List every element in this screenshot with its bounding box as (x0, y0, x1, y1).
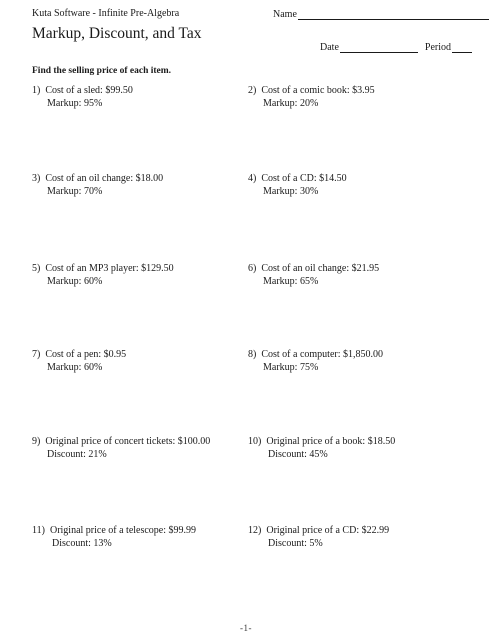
problem-item: Cost of a sled: $99.50 (45, 85, 133, 96)
problem-detail: Discount: 13% (52, 538, 112, 549)
period-label: Period (424, 42, 451, 53)
problem-10 (248, 435, 395, 461)
problem-11 (32, 524, 196, 550)
name-field[interactable] (273, 8, 489, 20)
name-blank-line[interactable] (298, 8, 489, 20)
problem-detail: Markup: 75% (263, 362, 319, 373)
problem-item: Original price of concert tickets: $100.00 (45, 436, 211, 447)
problem-number: 5) (32, 263, 41, 274)
problem-8 (248, 348, 383, 374)
problem-number: 3) (32, 173, 41, 184)
problem-number: 6) (248, 263, 257, 274)
problem-12 (248, 524, 389, 550)
problem-detail: Markup: 20% (263, 98, 319, 109)
problem-detail: Markup: 70% (47, 186, 103, 197)
date-label: Date (320, 42, 339, 53)
page-number: -1- (240, 623, 252, 633)
problem-detail: Discount: 5% (268, 538, 323, 549)
problem-item: Original price of a CD: $22.99 (266, 525, 390, 536)
problem-detail: Markup: 30% (263, 186, 319, 197)
problem-2 (248, 84, 375, 110)
problem-6 (248, 262, 379, 288)
problem-item: Cost of a computer: $1,850.00 (261, 349, 383, 360)
problem-number: 10) (248, 436, 262, 447)
problem-item: Cost of an oil change: $18.00 (45, 173, 164, 184)
problem-3 (32, 172, 163, 198)
date-blank-line[interactable] (340, 41, 418, 53)
problem-number: 8) (248, 349, 257, 360)
problem-number: 11) (32, 525, 45, 536)
problem-number: 12) (248, 525, 262, 536)
date-period-fields[interactable] (320, 41, 472, 53)
problem-number: 4) (248, 173, 257, 184)
problem-item: Original price of a book: $18.50 (266, 436, 396, 447)
name-label: Name (273, 9, 297, 20)
instructions: Find the selling price of each item. (32, 66, 172, 76)
period-blank-line[interactable] (452, 41, 472, 53)
problem-detail: Markup: 95% (47, 98, 103, 109)
problem-number: 7) (32, 349, 41, 360)
problem-number: 2) (248, 85, 257, 96)
problem-item: Cost of an oil change: $21.95 (261, 263, 380, 274)
problem-1 (32, 84, 133, 110)
problem-7 (32, 348, 126, 374)
problem-5 (32, 262, 174, 288)
problem-item: Cost of a comic book: $3.95 (261, 85, 375, 96)
problem-detail: Discount: 21% (47, 449, 107, 460)
problem-item: Cost of an MP3 player: $129.50 (45, 263, 174, 274)
problem-detail: Markup: 60% (47, 362, 103, 373)
source-label: Kuta Software - Infinite Pre-Algebra (32, 8, 180, 19)
problem-4 (248, 172, 347, 198)
problem-detail: Markup: 60% (47, 276, 103, 287)
problem-item: Original price of a telescope: $99.99 (49, 525, 197, 536)
problem-number: 9) (32, 436, 41, 447)
problem-detail: Discount: 45% (268, 449, 328, 460)
problem-detail: Markup: 65% (263, 276, 319, 287)
problem-item: Cost of a CD: $14.50 (261, 173, 347, 184)
problem-9 (32, 435, 210, 461)
worksheet-title: Markup, Discount, and Tax (32, 25, 202, 42)
problem-number: 1) (32, 85, 41, 96)
problem-item: Cost of a pen: $0.95 (45, 349, 127, 360)
